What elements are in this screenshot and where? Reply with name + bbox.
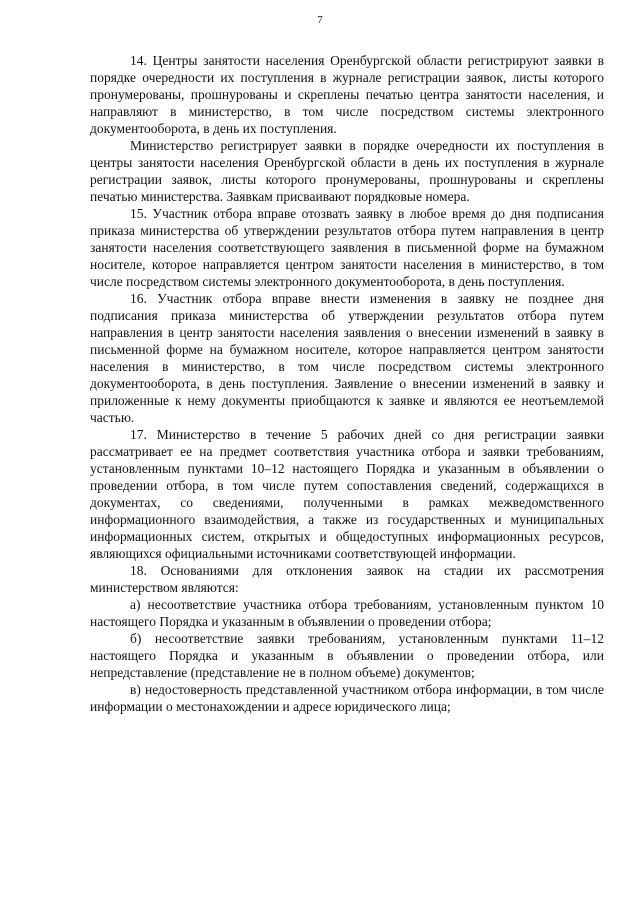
paragraph-14-continued: Министерство регистрирует заявки в порядке очередности их поступления в центры занятости населения Оренбургской области в день их поступления в журнале регистрации заявок, листы которого пронумерованы, прошнурованы и скреплены печатью министерства. Заявкам присваивают порядковые номера. xyxy=(90,138,604,204)
paragraph-15: 15. Участник отбора вправе отозвать заявку в любое время до дня подписания приказа министерства об утверждении результатов отбора путем направления в центр занятости населения соответствующего заявления в письменной форме на бумажном носителе, которое направляется центром занятости населения в министерство, в том числе посредством системы электронного документооборота, в день поступления. xyxy=(90,206,604,289)
paragraph-14: 14. Центры занятости населения Оренбургской области регистрируют заявки в порядке очередности их поступления в журнале регистрации заявок, листы которого пронумерованы, прошнурованы и скреплены печатью центра занятости населения, и направляют в министерство, в том числе посредством системы электронного документооборота, в день их поступления. xyxy=(90,53,604,136)
paragraph-18-item-v: в) недостоверность представленной участником отбора информации, в том числе информации о местонахождении и адресе юридического лица; xyxy=(90,682,604,714)
page-number: 7 xyxy=(317,14,323,26)
paragraph-16: 16. Участник отбора вправе внести изменения в заявку не позднее дня подписания приказа министерства об утверждении результатов отбора путем направления в центр занятости населения заявления о внесении изменений в заявку в письменной форме на бумажном носителе, которое направляется центром занятости населения в министерство, в том числе посредством системы электронного документооборота, в день поступления. Заявление о внесении изменений в заявку и приложенные к нему документы приобщаются к заявке и являются ее неотъемлемой частью. xyxy=(90,291,604,425)
paragraph-18: 18. Основаниями для отклонения заявок на стадии их рассмотрения министерством являются: xyxy=(90,563,604,595)
paragraph-17: 17. Министерство в течение 5 рабочих дней со дня регистрации заявки рассматривает ее на предмет соответствия участника отбора и заявки требованиям, установленным пунктами 10–12 настоящего Порядка и указанным в объявлении о проведении отбора, в том числе путем сопоставления сведений, содержащихся в документах, со сведениями, полученными в рамках межведомственного информационного взаимодействия, а также из государственных и муниципальных информационных систем, открытых и общедоступных информационных ресурсов, являющихся официальными источниками соответствующей информации. xyxy=(90,427,604,561)
paragraph-18-item-b: б) несоответствие заявки требованиям, установленным пунктами 11–12 настоящего Порядка и указанным в объявлении о проведении отбора, или непредставление (представление не в полном объеме) документов; xyxy=(90,631,604,680)
paragraph-18-item-a: а) несоответствие участника отбора требованиям, установленным пунктом 10 настоящего Порядка и указанным в объявлении о проведении отбора; xyxy=(90,597,604,629)
document-body xyxy=(90,52,604,715)
